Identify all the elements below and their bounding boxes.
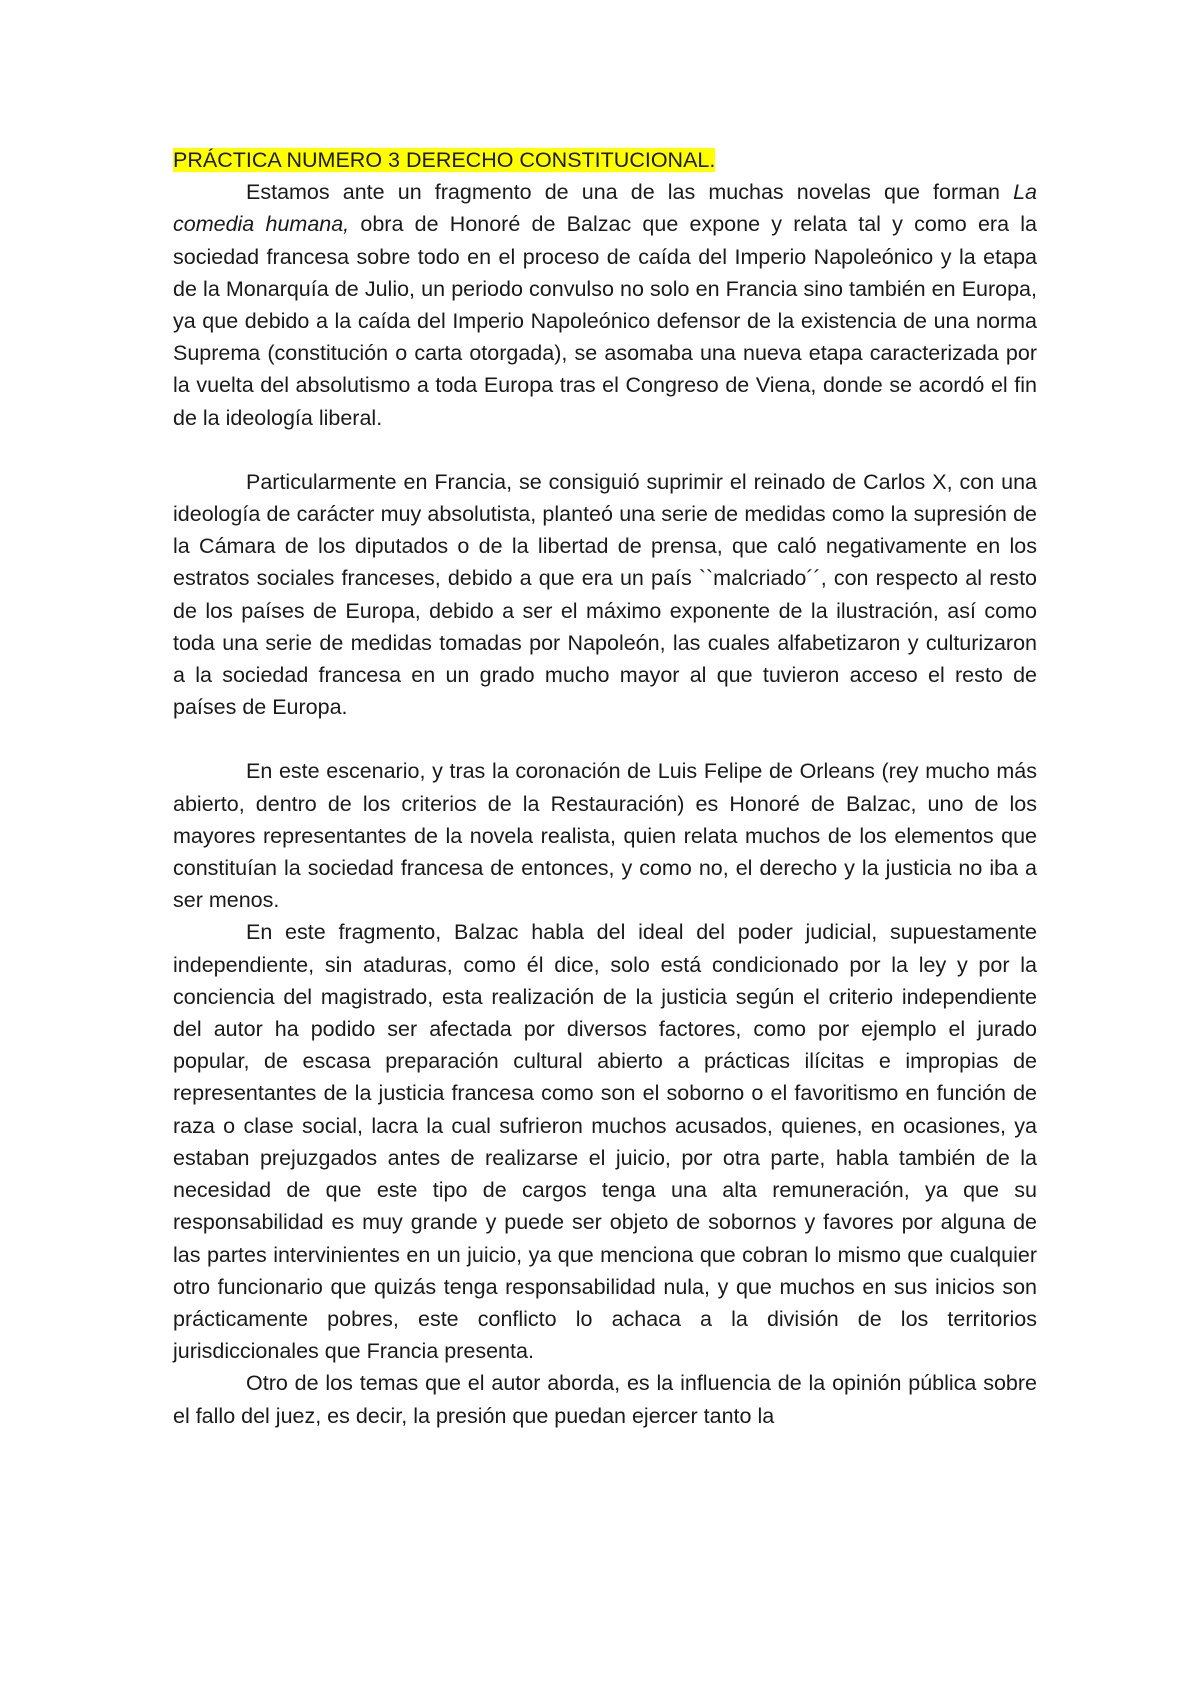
novel-title: La comedia humana, xyxy=(173,180,1037,237)
paragraph-3: En este escenario, y tras la coronación de Luis Felipe de Orleans (rey mucho más abierto, dentro de los criterios de la Restauración) es Honoré de Balzac, uno de los mayores representantes de la novela realista, quien relata muchos de los elementos que constituían la sociedad francesa de entonces, y como no, el derecho y la justicia no iba a ser menos. xyxy=(173,759,1037,913)
document-body xyxy=(173,144,1037,1432)
document-title xyxy=(173,144,1037,176)
paragraph-1-intro: Estamos ante un fragmento de una de las muchas novelas que forman xyxy=(246,180,1014,205)
paragraph-spacer xyxy=(173,723,1037,755)
paragraph-spacer xyxy=(173,434,1037,466)
paragraph-2: Particularmente en Francia, se consiguió suprimir el reinado de Carlos X, con una ideología de carácter muy absolutista, planteó una serie de medidas como la supresión de la Cámara de los diputados o de la libertad de prensa, que caló negativamente en los estratos sociales franceses, debido a que era un país ``malcriado´´, con respecto al resto de los países de Europa, debido a ser el máximo exponente de la ilustración, así como toda una serie de medidas tomadas por Napoleón, las cuales alfabetizaron y culturizaron a la sociedad francesa en un grado mucho mayor al que tuvieron acceso el resto de países de Europa. xyxy=(173,469,1037,720)
paragraph-1 xyxy=(173,176,1037,434)
paragraph-4: En este fragmento, Balzac habla del ideal del poder judicial, supuestamente independiente, sin ataduras, como él dice, solo está condicionado por la ley y por la conciencia del magistrado, esta realización de la justicia según el criterio independiente del autor ha podido ser afectada por diversos factores, como por ejemplo el jurado popular, de escasa preparación cultural abierto a prácticas ilícitas e impropias de representantes de la justicia francesa como son el soborno o el favoritismo en función de raza o clase social, lacra la cual sufrieron muchos acusados, quienes, en ocasiones, ya estaban prejuzgados antes de realizarse el juicio, por otra parte, habla también de la necesidad de que este tipo de cargos tenga una alta remuneración, ya que su responsabilidad es muy grande y puede ser objeto de sobornos y favores por alguna de las partes intervinientes en un juicio, ya que menciona que cobran lo mismo que cualquier otro funcionario que quizás tenga responsabilidad nula, y que muchos en sus inicios son prácticamente pobres, este conflicto lo achaca a la división de los territorios jurisdiccionales que Francia presenta. xyxy=(173,920,1037,1364)
paragraph-1-rest: obra de Honoré de Balzac que expone y relata tal y como era la sociedad francesa sobre todo en el proceso de caída del Imperio Napoleónico y la etapa de la Monarquía de Julio, un periodo convulso no solo en Francia sino también en Europa, ya que debido a la caída del Imperio Napoleónico defensor de la existencia de una norma Suprema (constitución o carta otorgada), se asomaba una nueva etapa caracterizada por la vuelta del absolutismo a toda Europa tras el Congreso de Viena, donde se acordó el fin de la ideología liberal. xyxy=(173,212,1037,430)
paragraph-5: Otro de los temas que el autor aborda, es la influencia de la opinión pública sobre el fallo del juez, es decir, la presión que puedan ejercer tanto la xyxy=(173,1371,1037,1428)
title-highlight: PRÁCTICA NUMERO 3 DERECHO CONSTITUCIONAL. xyxy=(173,148,716,172)
